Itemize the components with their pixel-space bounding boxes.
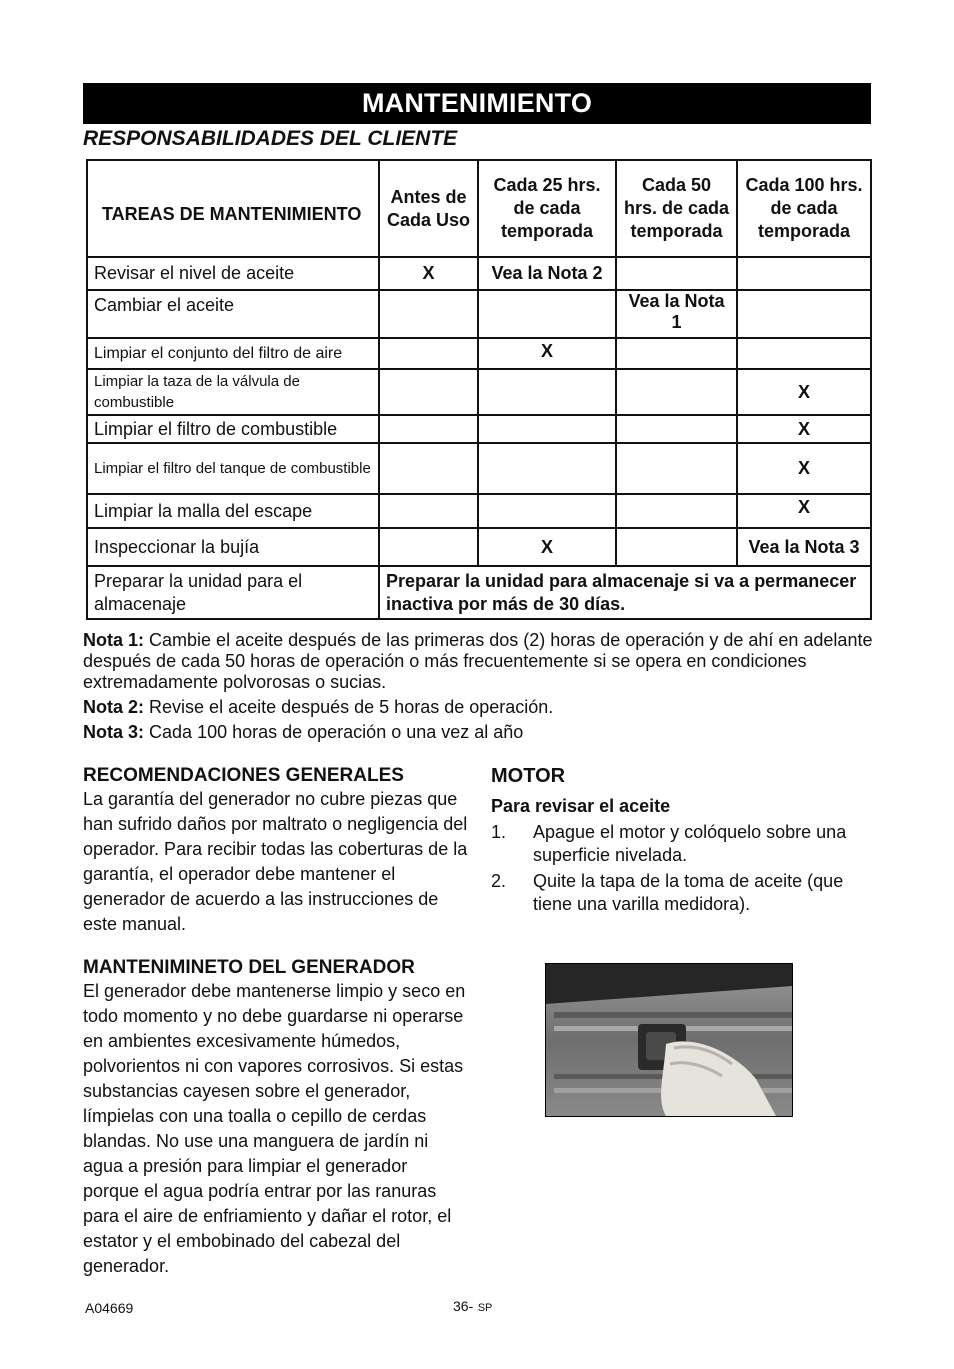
notes-block bbox=[83, 630, 873, 747]
recommendations-body: La garantía del generador no cubre piezas que han sufrido daños por maltrato o negligencia del operador. Para recibir todas las coberturas de la garantía, el operador debe mantener el generador de acuerdo a las instrucciones de este manual. bbox=[83, 789, 468, 934]
table-row bbox=[87, 415, 871, 443]
header-50-hrs: Cada 50 hrs. de cada temporada bbox=[616, 160, 737, 257]
table-row bbox=[87, 290, 871, 338]
page-number bbox=[453, 1298, 492, 1316]
page-title: MANTENIMIENTO bbox=[83, 83, 871, 124]
mark-cell: X bbox=[737, 494, 871, 528]
mark-cell bbox=[616, 369, 737, 415]
mark-cell bbox=[379, 494, 478, 528]
step-number: 2. bbox=[491, 871, 507, 891]
mark-cell bbox=[616, 443, 737, 494]
mark-cell bbox=[616, 415, 737, 443]
generator-maintenance-section bbox=[83, 957, 468, 1279]
motor-heading: MOTOR bbox=[491, 765, 566, 787]
header-before-use: Antes de Cada Uso bbox=[379, 160, 478, 257]
table-row bbox=[87, 257, 871, 290]
mark-cell bbox=[478, 290, 616, 338]
note-2 bbox=[83, 697, 873, 718]
mark-cell bbox=[379, 369, 478, 415]
task-cell: Limpiar el conjunto del filtro de aire bbox=[87, 338, 379, 369]
mark-cell bbox=[478, 369, 616, 415]
recommendations-section bbox=[83, 765, 468, 937]
note-text: Revise el aceite después de 5 horas de operación. bbox=[149, 697, 554, 717]
note-text: Cambie el aceite después de las primeras dos (2) horas de operación y de ahí en adelante después de cada 50 horas de operación o más frecuentemente si se opera en condiciones extremadamente polvorosas o sucias. bbox=[83, 630, 873, 692]
mark-cell bbox=[379, 338, 478, 369]
mark-cell bbox=[379, 443, 478, 494]
mark-cell: X bbox=[737, 369, 871, 415]
check-oil-subheading: Para revisar el aceite bbox=[491, 796, 671, 816]
table-row bbox=[87, 443, 871, 494]
mark-cell bbox=[478, 443, 616, 494]
note-label: Nota 1: bbox=[83, 630, 145, 650]
header-25-hrs: Cada 25 hrs. de cada temporada bbox=[478, 160, 616, 257]
table-row bbox=[87, 338, 871, 369]
note-cell: Vea la Nota 2 bbox=[478, 257, 616, 290]
mark-cell: X bbox=[478, 528, 616, 566]
page-number-value: 36- bbox=[453, 1298, 474, 1314]
task-cell: Cambiar el aceite bbox=[87, 290, 379, 338]
oil-cap-photo bbox=[545, 963, 793, 1117]
note-label: Nota 2: bbox=[83, 697, 145, 717]
check-oil-steps bbox=[491, 821, 871, 916]
table-row-storage bbox=[87, 566, 871, 619]
motor-section bbox=[491, 765, 871, 919]
task-cell: Limpiar la taza de la válvula de combustible bbox=[87, 369, 379, 415]
table-row bbox=[87, 494, 871, 528]
mark-cell bbox=[737, 257, 871, 290]
mark-cell bbox=[737, 290, 871, 338]
mark-cell bbox=[616, 528, 737, 566]
list-item bbox=[491, 821, 871, 867]
mark-cell: X bbox=[478, 338, 616, 369]
step-text: Quite la tapa de la toma de aceite (que tiene una varilla medidora). bbox=[533, 871, 844, 914]
oil-cap-illustration bbox=[546, 964, 792, 1116]
task-cell: Limpiar la malla del escape bbox=[87, 494, 379, 528]
mark-cell bbox=[379, 290, 478, 338]
task-cell: Revisar el nivel de aceite bbox=[87, 257, 379, 290]
note-3 bbox=[83, 722, 873, 743]
table-row bbox=[87, 528, 871, 566]
mark-cell: X bbox=[737, 415, 871, 443]
note-label: Nota 3: bbox=[83, 722, 145, 742]
step-text: Apague el motor y colóquelo sobre una superficie nivelada. bbox=[533, 822, 847, 865]
recommendations-heading: RECOMENDACIONES GENERALES bbox=[83, 765, 404, 786]
task-cell: Limpiar el filtro de combustible bbox=[87, 415, 379, 443]
table-row bbox=[87, 369, 871, 415]
maintenance-table bbox=[86, 159, 872, 620]
mark-cell: X bbox=[737, 443, 871, 494]
step-number: 1. bbox=[491, 822, 507, 842]
header-100-hrs: Cada 100 hrs. de cada temporada bbox=[737, 160, 871, 257]
mark-cell bbox=[616, 494, 737, 528]
language-code: SP bbox=[477, 1302, 493, 1314]
table-header-row bbox=[87, 160, 871, 257]
mark-cell bbox=[478, 494, 616, 528]
note-cell: Vea la Nota 1 bbox=[616, 290, 737, 338]
generator-maintenance-body: El generador debe mantenerse limpio y seco en todo momento y no debe guardarse ni operarse en ambientes excesivamente húmedos, polvorientos ni con vapores corrosivos. Si estas substancias cayesen sobre el generador, límpielas con una toalla o cepillo de cerdas blandas. No use una manguera de jardín ni agua a presión para limpiar el generador porque el agua podría entrar por las ranuras para el aire de enfriamiento y dañar el rotor, el estator y el embobinado del cabezal del generador. bbox=[83, 981, 466, 1276]
note-text: Cada 100 horas de operación o una vez al año bbox=[149, 722, 524, 742]
mark-cell bbox=[379, 528, 478, 566]
mark-cell bbox=[737, 338, 871, 369]
mark-cell bbox=[616, 338, 737, 369]
task-cell: Preparar la unidad para el almacenaje bbox=[87, 566, 379, 619]
mark-cell: X bbox=[379, 257, 478, 290]
storage-instruction: Preparar la unidad para almacenaje si va a permanecer inactiva por más de 30 días. bbox=[379, 566, 871, 619]
task-cell: Inspeccionar la bujía bbox=[87, 528, 379, 566]
mark-cell bbox=[616, 257, 737, 290]
note-cell: Vea la Nota 3 bbox=[737, 528, 871, 566]
note-1 bbox=[83, 630, 873, 693]
mark-cell bbox=[379, 415, 478, 443]
generator-maintenance-heading: MANTENIMINETO DEL GENERADOR bbox=[83, 957, 415, 978]
header-task: TAREAS DE MANTENIMIENTO bbox=[87, 160, 379, 257]
section-subtitle: RESPONSABILIDADES DEL CLIENTE bbox=[83, 127, 458, 150]
mark-cell bbox=[478, 415, 616, 443]
document-code: A04669 bbox=[85, 1300, 134, 1316]
task-cell: Limpiar el filtro del tanque de combustible bbox=[87, 443, 379, 494]
list-item bbox=[491, 870, 871, 916]
